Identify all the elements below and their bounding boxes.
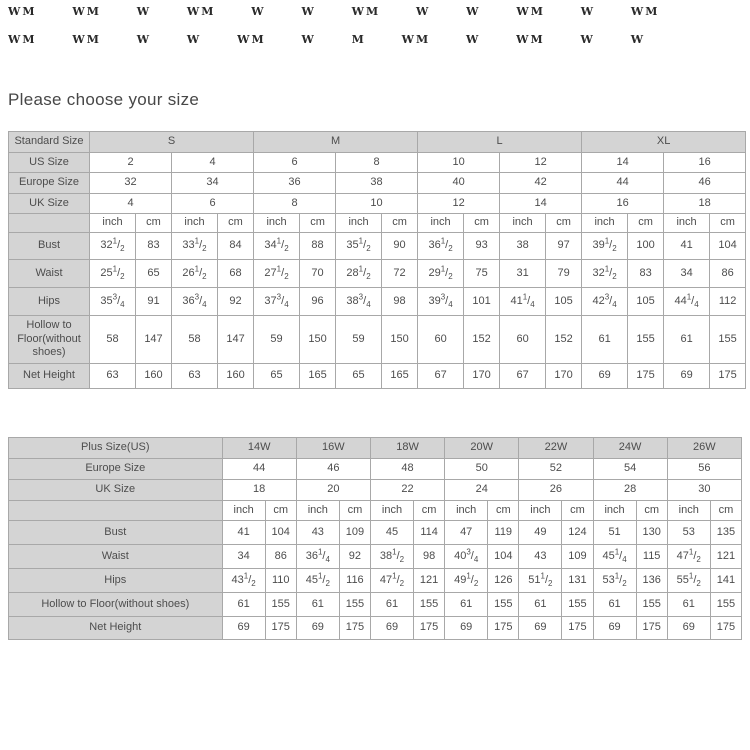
size-value-cell: 22 [370, 480, 444, 501]
measurement-cell: 69 [664, 364, 710, 389]
measurement-cell: 63 [172, 364, 218, 389]
unit-header: cm [710, 214, 746, 233]
measurement-cell: 86 [265, 545, 296, 569]
size-value-cell: 10 [418, 153, 500, 173]
unit-header: cm [636, 501, 667, 521]
unit-header: inch [90, 214, 136, 233]
measurement-cell: 155 [414, 593, 445, 617]
measurement-cell: 105 [628, 288, 664, 316]
unit-header: cm [710, 501, 741, 521]
row-label: Hollow to Floor(without shoes) [9, 593, 223, 617]
row-label: Hips [9, 569, 223, 593]
measurement-cell: 69 [222, 617, 265, 640]
size-value-cell: 16 [664, 153, 746, 173]
size-value-cell: 40 [418, 173, 500, 194]
measurement-cell: 61 [370, 593, 413, 617]
row-label: Waist [9, 260, 90, 288]
measurement-cell: $25^1/_2$ [90, 260, 136, 288]
measurement-cell: $51^1/_2$ [519, 569, 562, 593]
unit-header: cm [546, 214, 582, 233]
measurement-cell: 65 [254, 364, 300, 389]
size-value-cell: 52 [519, 459, 593, 480]
measurement-cell: 61 [582, 316, 628, 364]
unit-header: cm [628, 214, 664, 233]
size-value-cell: 32 [90, 173, 172, 194]
page-title: Please choose your size [8, 90, 200, 109]
corner-label: Plus Size(US) [9, 438, 223, 459]
size-value-cell: 14 [500, 194, 582, 214]
size-group-header: M [254, 132, 418, 153]
measurement-cell: 96 [300, 288, 336, 316]
measurement-cell: 155 [265, 593, 296, 617]
measurement-cell: 34 [664, 260, 710, 288]
measurement-cell: 93 [464, 233, 500, 260]
measurement-cell: 61 [445, 593, 488, 617]
measurement-cell: 175 [265, 617, 296, 640]
measurement-cell: 155 [636, 593, 667, 617]
size-value-cell: 46 [296, 459, 370, 480]
measurement-cell: 98 [382, 288, 418, 316]
row-label: Europe Size [9, 173, 90, 194]
size-group-header: L [418, 132, 582, 153]
size-value-cell: 24 [445, 480, 519, 501]
measurement-cell: 175 [414, 617, 445, 640]
measurement-cell: 112 [710, 288, 746, 316]
row-label: Bust [9, 521, 223, 545]
measurement-cell: 175 [339, 617, 370, 640]
size-group-header: 20W [445, 438, 519, 459]
unit-header: inch [582, 214, 628, 233]
measurement-cell: 88 [300, 233, 336, 260]
size-value-cell: 6 [172, 194, 254, 214]
measurement-cell: 116 [339, 569, 370, 593]
size-value-cell: 4 [172, 153, 254, 173]
unit-header: inch [370, 501, 413, 521]
measurement-cell: 175 [562, 617, 593, 640]
measurement-cell: 170 [464, 364, 500, 389]
measurement-cell: $36^3/_4$ [172, 288, 218, 316]
measurement-cell: 155 [628, 316, 664, 364]
measurement-cell: $49^1/_2$ [445, 569, 488, 593]
measurement-cell: 175 [636, 617, 667, 640]
measurement-cell: 131 [562, 569, 593, 593]
measurement-cell: $28^1/_2$ [336, 260, 382, 288]
measurement-cell: 69 [593, 617, 636, 640]
size-value-cell: 4 [90, 194, 172, 214]
size-group-header: S [90, 132, 254, 153]
size-value-cell: 44 [222, 459, 296, 480]
standard-size-table [8, 131, 746, 389]
size-group-header: 14W [222, 438, 296, 459]
measurement-cell: 58 [172, 316, 218, 364]
size-value-cell: 54 [593, 459, 667, 480]
size-group-header: 24W [593, 438, 667, 459]
measurement-cell: 141 [710, 569, 741, 593]
watermark-row-2: WM WM W W WM W M WM W WM W W [8, 33, 646, 46]
unit-header: inch [418, 214, 464, 233]
measurement-cell: 90 [382, 233, 418, 260]
measurement-cell: 175 [488, 617, 519, 640]
unit-header: inch [296, 501, 339, 521]
measurement-cell: 104 [710, 233, 746, 260]
measurement-cell: 160 [136, 364, 172, 389]
measurement-cell: 109 [562, 545, 593, 569]
size-value-cell: 36 [254, 173, 336, 194]
measurement-cell: $38^3/_4$ [336, 288, 382, 316]
unit-header: cm [464, 214, 500, 233]
unit-header: cm [300, 214, 336, 233]
size-value-cell: 2 [90, 153, 172, 173]
measurement-cell: 53 [667, 521, 710, 545]
measurement-cell: 61 [667, 593, 710, 617]
size-value-cell: 6 [254, 153, 336, 173]
measurement-cell: 110 [265, 569, 296, 593]
measurement-cell: 119 [488, 521, 519, 545]
unit-header: cm [218, 214, 254, 233]
measurement-cell: $45^1/_4$ [593, 545, 636, 569]
row-label: Waist [9, 545, 223, 569]
measurement-cell: 104 [488, 545, 519, 569]
size-group-header: 18W [370, 438, 444, 459]
unit-header: inch [664, 214, 710, 233]
row-label: Net Height [9, 364, 90, 389]
unit-header: inch [222, 501, 265, 521]
measurement-cell: 121 [710, 545, 741, 569]
measurement-cell: 155 [710, 316, 746, 364]
measurement-cell: 69 [445, 617, 488, 640]
measurement-cell: 147 [136, 316, 172, 364]
measurement-cell: 61 [222, 593, 265, 617]
measurement-cell: 124 [562, 521, 593, 545]
measurement-cell: 70 [300, 260, 336, 288]
measurement-cell: 84 [218, 233, 254, 260]
measurement-cell: 97 [546, 233, 582, 260]
measurement-cell: 51 [593, 521, 636, 545]
size-value-cell: 16 [582, 194, 664, 214]
size-value-cell: 14 [582, 153, 664, 173]
unit-header: cm [265, 501, 296, 521]
measurement-cell: 60 [500, 316, 546, 364]
unit-header: inch [336, 214, 382, 233]
measurement-cell: $36^1/_4$ [296, 545, 339, 569]
measurement-cell: $37^3/_4$ [254, 288, 300, 316]
size-value-cell: 18 [222, 480, 296, 501]
unit-row-label [9, 501, 223, 521]
measurement-cell: 47 [445, 521, 488, 545]
measurement-cell: $26^1/_2$ [172, 260, 218, 288]
measurement-cell: 147 [218, 316, 254, 364]
measurement-cell: 165 [382, 364, 418, 389]
size-group-header: 22W [519, 438, 593, 459]
measurement-cell: $43^1/_2$ [222, 569, 265, 593]
measurement-cell: 101 [464, 288, 500, 316]
measurement-cell: 75 [464, 260, 500, 288]
measurement-cell: 67 [418, 364, 464, 389]
corner-label: Standard Size [9, 132, 90, 153]
size-value-cell: 44 [582, 173, 664, 194]
measurement-cell: 49 [519, 521, 562, 545]
row-label: Bust [9, 233, 90, 260]
measurement-cell: 155 [339, 593, 370, 617]
measurement-cell: 155 [562, 593, 593, 617]
measurement-cell: 92 [218, 288, 254, 316]
measurement-cell: 83 [136, 233, 172, 260]
measurement-cell: 69 [667, 617, 710, 640]
measurement-cell: 109 [339, 521, 370, 545]
row-label: Hips [9, 288, 90, 316]
measurement-cell: $40^3/_4$ [445, 545, 488, 569]
measurement-cell: $32^1/_2$ [90, 233, 136, 260]
size-value-cell: 50 [445, 459, 519, 480]
measurement-cell: 61 [593, 593, 636, 617]
unit-header: inch [500, 214, 546, 233]
measurement-cell: 83 [628, 260, 664, 288]
measurement-cell: 59 [254, 316, 300, 364]
unit-header: inch [519, 501, 562, 521]
measurement-cell: $45^1/_2$ [296, 569, 339, 593]
size-group-header: 26W [667, 438, 741, 459]
measurement-cell: 60 [418, 316, 464, 364]
measurement-cell: $44^1/_4$ [664, 288, 710, 316]
measurement-cell: 41 [664, 233, 710, 260]
measurement-cell: 86 [710, 260, 746, 288]
measurement-cell: 43 [519, 545, 562, 569]
measurement-cell: 38 [500, 233, 546, 260]
row-label: Net Height [9, 617, 223, 640]
measurement-cell: $42^3/_4$ [582, 288, 628, 316]
measurement-cell: 69 [519, 617, 562, 640]
unit-header: cm [488, 501, 519, 521]
measurement-cell: $29^1/_2$ [418, 260, 464, 288]
unit-header: inch [172, 214, 218, 233]
size-value-cell: 8 [336, 153, 418, 173]
measurement-cell: $36^1/_2$ [418, 233, 464, 260]
row-label: UK Size [9, 194, 90, 214]
size-value-cell: 8 [254, 194, 336, 214]
unit-header: cm [414, 501, 445, 521]
unit-row-label [9, 214, 90, 233]
size-value-cell: 34 [172, 173, 254, 194]
measurement-cell: 63 [90, 364, 136, 389]
size-value-cell: 42 [500, 173, 582, 194]
measurement-cell: 61 [519, 593, 562, 617]
measurement-cell: 115 [636, 545, 667, 569]
measurement-cell: $39^1/_2$ [582, 233, 628, 260]
measurement-cell: 58 [90, 316, 136, 364]
size-value-cell: 46 [664, 173, 746, 194]
measurement-cell: $27^1/_2$ [254, 260, 300, 288]
measurement-cell: 72 [382, 260, 418, 288]
measurement-cell: 152 [546, 316, 582, 364]
measurement-cell: 175 [710, 617, 741, 640]
size-value-cell: 12 [500, 153, 582, 173]
size-group-header: XL [582, 132, 746, 153]
measurement-cell: $53^1/_2$ [593, 569, 636, 593]
row-label: UK Size [9, 480, 223, 501]
measurement-cell: 91 [136, 288, 172, 316]
measurement-cell: 150 [300, 316, 336, 364]
measurement-cell: $38^1/_2$ [370, 545, 413, 569]
measurement-cell: 136 [636, 569, 667, 593]
measurement-cell: 175 [710, 364, 746, 389]
measurement-cell: $39^3/_4$ [418, 288, 464, 316]
unit-header: cm [339, 501, 370, 521]
size-value-cell: 48 [370, 459, 444, 480]
measurement-cell: 69 [296, 617, 339, 640]
measurement-cell: 69 [370, 617, 413, 640]
measurement-cell: $35^1/_2$ [336, 233, 382, 260]
measurement-cell: 155 [710, 593, 741, 617]
measurement-cell: 68 [218, 260, 254, 288]
measurement-cell: 92 [339, 545, 370, 569]
size-value-cell: 26 [519, 480, 593, 501]
measurement-cell: $47^1/_2$ [370, 569, 413, 593]
measurement-cell: 152 [464, 316, 500, 364]
row-label: US Size [9, 153, 90, 173]
measurement-cell: 165 [300, 364, 336, 389]
measurement-cell: 98 [414, 545, 445, 569]
measurement-cell: 126 [488, 569, 519, 593]
measurement-cell: 104 [265, 521, 296, 545]
measurement-cell: 45 [370, 521, 413, 545]
measurement-cell: 67 [500, 364, 546, 389]
unit-header: cm [382, 214, 418, 233]
measurement-cell: 105 [546, 288, 582, 316]
unit-header: inch [593, 501, 636, 521]
measurement-cell: 59 [336, 316, 382, 364]
measurement-cell: $41^1/_4$ [500, 288, 546, 316]
measurement-cell: 170 [546, 364, 582, 389]
measurement-cell: $55^1/_2$ [667, 569, 710, 593]
unit-header: inch [445, 501, 488, 521]
measurement-cell: 65 [136, 260, 172, 288]
measurement-cell: 175 [628, 364, 664, 389]
measurement-cell: 114 [414, 521, 445, 545]
measurement-cell: $32^1/_2$ [582, 260, 628, 288]
measurement-cell: 121 [414, 569, 445, 593]
measurement-cell: $35^3/_4$ [90, 288, 136, 316]
measurement-cell: 41 [222, 521, 265, 545]
unit-header: cm [562, 501, 593, 521]
size-value-cell: 12 [418, 194, 500, 214]
measurement-cell: 150 [382, 316, 418, 364]
size-value-cell: 56 [667, 459, 741, 480]
row-label: Europe Size [9, 459, 223, 480]
size-value-cell: 38 [336, 173, 418, 194]
measurement-cell: 61 [296, 593, 339, 617]
measurement-cell: 130 [636, 521, 667, 545]
size-value-cell: 20 [296, 480, 370, 501]
measurement-cell: 43 [296, 521, 339, 545]
measurement-cell: $34^1/_2$ [254, 233, 300, 260]
size-value-cell: 28 [593, 480, 667, 501]
size-group-header: 16W [296, 438, 370, 459]
size-value-cell: 10 [336, 194, 418, 214]
measurement-cell: $33^1/_2$ [172, 233, 218, 260]
measurement-cell: 100 [628, 233, 664, 260]
watermark-row-1: WM WM W WM W W WM W W WM W WM [8, 5, 660, 18]
measurement-cell: 135 [710, 521, 741, 545]
measurement-cell: 65 [336, 364, 382, 389]
measurement-cell: 160 [218, 364, 254, 389]
unit-header: inch [254, 214, 300, 233]
unit-header: cm [136, 214, 172, 233]
plus-size-table [8, 437, 742, 640]
measurement-cell: 69 [582, 364, 628, 389]
measurement-cell: 155 [488, 593, 519, 617]
row-label: Hollow to Floor(without shoes) [9, 316, 90, 364]
size-value-cell: 30 [667, 480, 741, 501]
unit-header: inch [667, 501, 710, 521]
measurement-cell: 34 [222, 545, 265, 569]
size-value-cell: 18 [664, 194, 746, 214]
measurement-cell: 79 [546, 260, 582, 288]
measurement-cell: 31 [500, 260, 546, 288]
measurement-cell: 61 [664, 316, 710, 364]
measurement-cell: $47^1/_2$ [667, 545, 710, 569]
